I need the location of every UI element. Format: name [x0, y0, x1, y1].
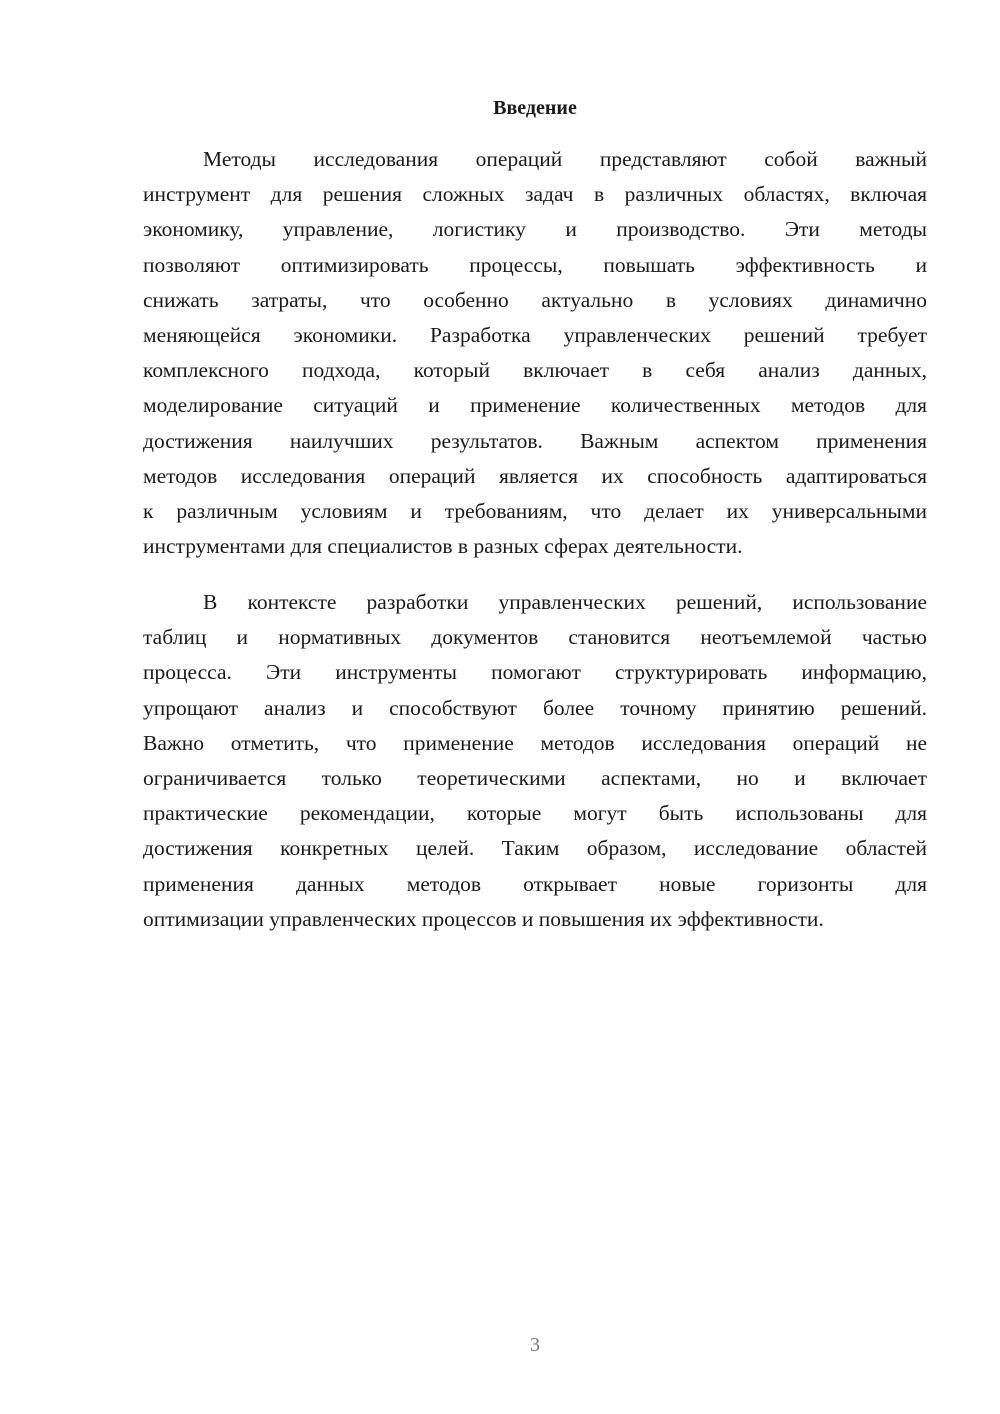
text-line: Методы исследования операций представляют собой важный	[203, 147, 927, 171]
text-line: методов исследования операций является их способность адаптироваться	[143, 463, 927, 488]
text-line: моделирование ситуаций и применение количественных методов для	[143, 393, 927, 418]
text-line: достижения конкретных целей. Таким образом, исследование областей	[143, 836, 927, 861]
text-line: упрощают анализ и способствуют более точному принятию решений.	[143, 695, 927, 720]
section-title: Введение	[493, 97, 577, 119]
text-line: экономику, управление, логистику и производство. Эти методы	[143, 217, 927, 242]
text-line: практические рекомендации, которые могут быть использованы для	[143, 801, 927, 826]
text-line: ограничивается только теоретическими аспектами, но и включает	[143, 765, 927, 790]
text-line: таблиц и нормативных документов становится неотъемлемой частью	[143, 625, 927, 650]
text-line: к различным условиям и требованиям, что делает их универсальными	[143, 498, 927, 523]
paragraph-1	[143, 142, 927, 564]
text-line: оптимизации управленческих процессов и повышения их эффективности.	[143, 906, 824, 931]
text-line: применения данных методов открывает новые горизонты для	[143, 871, 927, 896]
text-line: Важно отметить, что применение методов исследования операций не	[143, 730, 927, 755]
text-line: комплексного подхода, который включает в себя анализ данных,	[143, 358, 927, 383]
text-line: достижения наилучших результатов. Важным аспектом применения	[143, 428, 927, 453]
text-line: инструмент для решения сложных задач в различных областях, включая	[143, 182, 927, 207]
text-line: позволяют оптимизировать процессы, повышать эффективность и	[143, 252, 927, 277]
text-line: В контексте разработки управленческих решений, использование	[203, 590, 927, 614]
text-line: процесса. Эти инструменты помогают структурировать информацию,	[143, 660, 927, 685]
paragraph-2	[143, 585, 927, 937]
text-line: меняющейся экономики. Разработка управленческих решений требует	[143, 322, 927, 347]
text-line: инструментами для специалистов в разных сферах деятельности.	[143, 534, 743, 559]
text-line: снижать затраты, что особенно актуально в условиях динамично	[143, 287, 927, 312]
page-number: 3	[530, 1334, 540, 1356]
